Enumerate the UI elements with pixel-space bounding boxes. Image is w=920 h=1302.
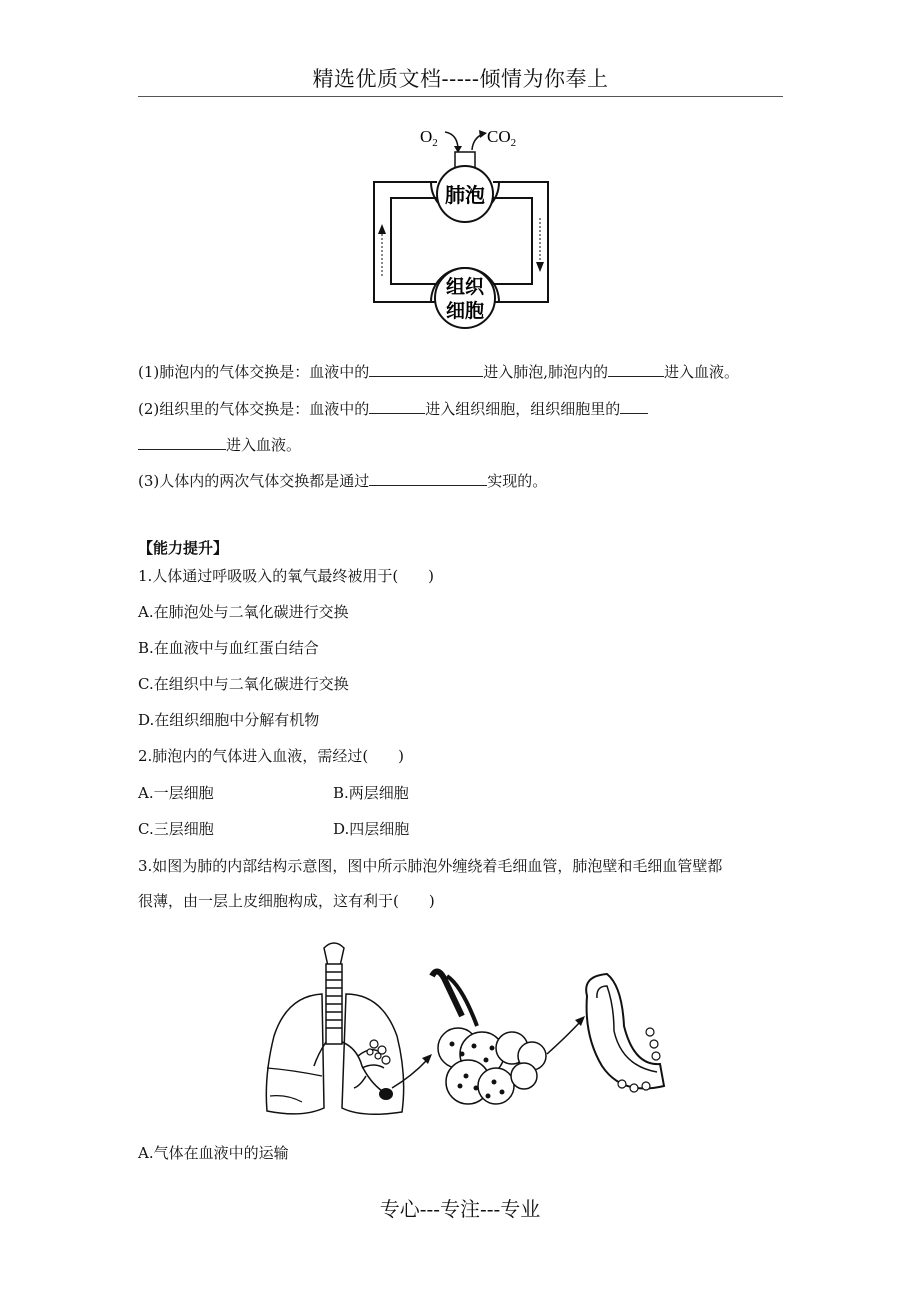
down-arrow: [536, 262, 544, 272]
q1-option-a: A.在肺泡处与二氧化碳进行交换: [138, 603, 349, 621]
q2-option-b: B.两层细胞: [333, 784, 409, 802]
co2-label: $CO_2$: [487, 127, 517, 149]
o2-arrow: [445, 132, 458, 148]
q1-option-c: C.在组织中与二氧化碳进行交换: [138, 675, 349, 693]
q1-option-b: B.在血液中与血红蛋白结合: [138, 639, 319, 657]
fill-in-q1: (1)肺泡内的气体交换是：血液中的 进入肺泡,肺泡内的 进入血液。: [138, 360, 739, 383]
fill-in-q3: (3)人体内的两次气体交换都是通过 实现的。: [138, 469, 547, 492]
fill-in-q2: (2)组织里的气体交换是：血液中的 进入组织细胞，组织细胞里的: [138, 397, 648, 420]
alveoli: [438, 1028, 546, 1104]
page-header: 精选优质文档-----倾情为你奉上: [138, 62, 783, 97]
q1-option-d: D.在组织细胞中分解有机物: [138, 711, 320, 729]
alveolus-cluster-marker: [379, 1088, 393, 1100]
section-title: 【能力提升】: [138, 539, 229, 557]
q2-option-c: C.三层细胞: [138, 820, 214, 838]
up-arrow: [378, 224, 386, 234]
question-3-line1: 3.如图为肺的内部结构示意图，图中所示肺泡外缠绕着毛细血管，肺泡壁和毛细血管壁都: [138, 857, 723, 875]
page-footer: 专心---专注---专业: [379, 1197, 541, 1221]
larynx: [324, 943, 344, 966]
q2-option-a: A.一层细胞: [138, 784, 214, 802]
q3-option-a: A.气体在血液中的运输: [138, 1144, 289, 1162]
gas-exchange-diagram: [365, 118, 560, 338]
o2-label: $O_2$: [420, 127, 438, 149]
alveolus-label: 肺泡: [445, 183, 485, 207]
tissue-label-2: 细胞: [445, 300, 485, 322]
fill-in-q2-cont: 进入血液。: [138, 433, 301, 456]
question-1: 1.人体通过呼吸吸入的氧气最终被用于( ): [138, 567, 435, 585]
question-3-line2: 很薄，由一层上皮细胞构成，这有利于( ): [138, 892, 435, 910]
question-2: 2.肺泡内的气体进入血液，需经过( ): [138, 747, 405, 765]
tissue-label-1: 组织: [445, 276, 485, 298]
lung-structure-diagram: [262, 936, 672, 1126]
q2-option-d: D.四层细胞: [333, 820, 410, 838]
